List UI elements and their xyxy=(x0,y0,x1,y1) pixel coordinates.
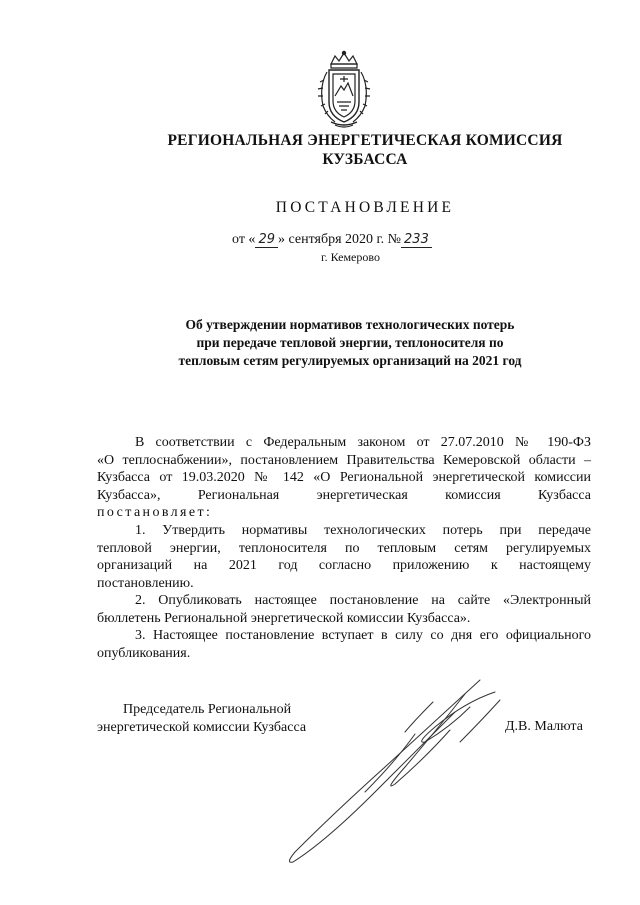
document-type: ПОСТАНОВЛЕНИЕ xyxy=(275,199,455,216)
signer-name: Д.В. Малюта xyxy=(505,719,583,734)
item-line: опубликования. xyxy=(97,645,191,661)
preamble-line: В соответствии с Федеральным законом от 27.07.2010 № 190-ФЗ xyxy=(135,435,591,450)
document-city: г. Кемерово xyxy=(321,250,380,264)
organization-name-line2: КУЗБАССА xyxy=(322,151,408,168)
resolution-item-3 xyxy=(97,627,591,662)
date-day: 29 xyxy=(255,232,278,248)
document-number: 233 xyxy=(401,232,432,248)
preamble-line: Кузбасса», Региональная энергетическая комиссия Кузбасса xyxy=(97,487,591,503)
document-date-line xyxy=(232,232,432,248)
subject-line1: Об утверждении нормативов технологических потерь xyxy=(185,317,515,332)
item-line: 1. Утвердить нормативы технологических потерь при передаче xyxy=(135,523,591,538)
item-line: 3. Настоящее постановление вступает в силу со дня его официального xyxy=(135,628,591,643)
kuzbass-coat-of-arms-icon xyxy=(313,50,375,130)
date-prefix: от « xyxy=(232,232,256,247)
signer-title-line1: Председатель Региональной xyxy=(123,702,292,717)
item-line: организаций на 2021 год согласно приложению к настоящему xyxy=(97,558,591,573)
item-line: 2. Опубликовать настоящее постановление на сайте «Электронный xyxy=(135,593,591,608)
resolution-item-2 xyxy=(97,592,591,627)
signer-title-line2: энергетической комиссии Кузбасса xyxy=(97,720,307,735)
handwritten-signature-icon xyxy=(265,672,515,872)
item-line: бюллетень Региональной энергетической комиссии Кузбасса». xyxy=(97,610,471,626)
organization-name-line1: РЕГИОНАЛЬНАЯ ЭНЕРГЕТИЧЕСКАЯ КОМИССИЯ xyxy=(167,132,563,149)
item-line: постановлению. xyxy=(97,575,194,591)
subject-line3: тепловым сетям регулируемых организаций на 2021 год xyxy=(178,353,522,368)
date-middle: » сентября 2020 г. № xyxy=(277,232,402,247)
preamble-paragraph xyxy=(97,434,591,522)
preamble-resolves: постановляет: xyxy=(97,505,213,520)
preamble-line: «О теплоснабжении», постановлением Правительства Кемеровской области – xyxy=(97,452,591,468)
item-line: тепловой энергии, теплоносителя по тепловым сетям регулируемых xyxy=(97,540,591,556)
preamble-line: Кузбасса от 19.03.2020 № 142 «О Региональной энергетической комиссии xyxy=(97,470,591,485)
resolution-item-1 xyxy=(97,522,591,592)
subject-line2: при передаче тепловой энергии, теплоносителя по xyxy=(196,335,504,350)
